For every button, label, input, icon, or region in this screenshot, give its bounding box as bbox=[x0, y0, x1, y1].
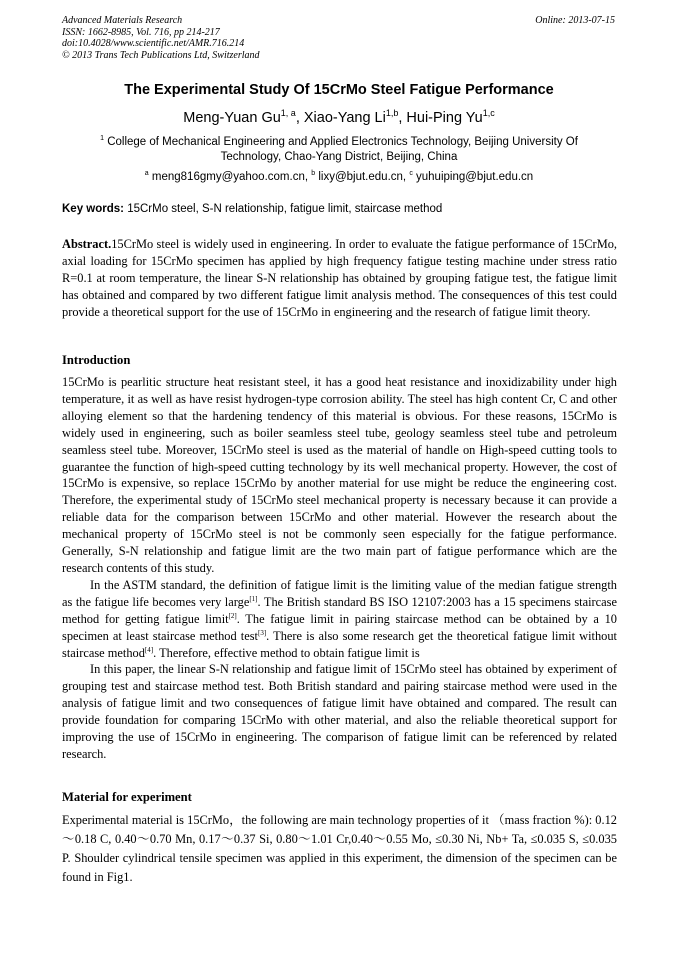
journal-name: Advanced Materials Research bbox=[62, 15, 183, 26]
paper-title: The Experimental Study Of 15CrMo Steel Fatigue Performance bbox=[124, 82, 554, 98]
email-list bbox=[40, 167, 638, 184]
citation-ref: [1] bbox=[249, 594, 258, 603]
issn-line: ISSN: 1662-8985, Vol. 716, pp 214-217 bbox=[62, 26, 220, 38]
introduction-heading: Introduction bbox=[62, 353, 131, 367]
paragraph-text: . There is also some research get the theoretical fatigue limit without staircase method bbox=[62, 628, 617, 660]
paragraph-text: In the ASTM standard, the definition of fatigue limit is the limiting value of the median fatigue strength as the fatigue life becomes very large bbox=[62, 577, 617, 609]
introduction-paragraph: 15CrMo is pearlitic structure heat resistant steel, it has a good heat resistance and inoxidizability under high temperature, it as well as have resist hydrogen-type corrosion ability. The steel has high content Cr, C and other alloying element so that the hardening tendency of this material is obvious. For these reasons, 15CrMo is widely used in engineering, such as boiler seamless steel tube, geology seamless steel tube and petroleum seamless steel tube. Moreover, 15CrMo steel is used as the material of handle on High-speed cutting tools to guarantee the function of high-speed cutting technology by its well mechanical property. However, the cost of 15CrMo is expensive, so replace 15CrMo by another material for use might be reduce the engineering cost. Therefore, the experimental study of 15CrMo steel mechanical property is necessary because it can provide a reliable data for the comparison between 15CrMo and other material. However the research about the mechanical property of 15CrMo steel is not be commonly seen especially for the fatigue performance. Generally, S-N relationship and fatigue limit are the two main part of fatigue performance which are the research contents of this study. bbox=[62, 375, 617, 575]
online-date: Online: 2013-07-15 bbox=[535, 15, 615, 26]
doi-line: doi:10.4028/www.scientific.net/AMR.716.214 bbox=[62, 38, 245, 49]
email-address: yuhuiping@bjut.edu.cn bbox=[416, 170, 534, 183]
author-affiliation-mark: 1, a bbox=[280, 108, 296, 118]
keywords-text: 15CrMo steel, S-N relationship, fatigue limit, staircase method bbox=[127, 203, 443, 215]
introduction-body bbox=[62, 374, 617, 763]
journal-header bbox=[62, 15, 260, 61]
author-name: Xiao-Yang Li bbox=[303, 109, 386, 126]
keywords-label: Key words: bbox=[62, 203, 124, 215]
affiliation bbox=[70, 131, 608, 166]
paragraph-text: . Therefore, effective method to obtain fatigue limit is bbox=[153, 645, 420, 660]
email-address: meng816gmy@yahoo.com.cn, bbox=[151, 170, 309, 183]
citation-ref: [3] bbox=[258, 628, 267, 637]
introduction-paragraph: In this paper, the linear S-N relationship and fatigue limit of 15CrMo steel has obtained by experiment of grouping test and staircase method test. Both British standard and pairing staircase method were used in the analysis of fatigue limit and two consequences of fatigue limit have obtained and compared. The result can provide foundation for comparing 15CrMo with other material, and also the reliable theoretical support for improving the use of 15CrMo in engineering. The comparison of fatigue limit can be referenced by related research. bbox=[62, 662, 617, 761]
abstract-text: 15CrMo steel is widely used in engineering. In order to evaluate the fatigue performance of 15CrMo, axial loading for 15CrMo specimen has applied by high frequency fatigue testing machine under stress ratio R=0.1 at room temperature, the linear S-N relationship has obtained by grouping fatigue test, the fatigue limit has obtained and compared by two different fatigue limit analysis method. The consequences of this test could provide a theoretical support for the use of 15CrMo in engineering and the research of fatigue limit theory. bbox=[62, 237, 617, 319]
affiliation-line: Technology, Chao-Yang District, Beijing, China bbox=[220, 151, 458, 164]
email-mark: c bbox=[409, 170, 413, 177]
affiliation-line: College of Mechanical Engineering and Applied Electronics Technology, Beijing University Of bbox=[107, 135, 578, 148]
citation-ref: [4] bbox=[144, 645, 154, 654]
citation-ref: [2] bbox=[228, 611, 237, 620]
affiliation-mark: 1 bbox=[100, 135, 104, 142]
author-list: Meng-Yuan Gu$^{1, a}$, Xiao-Yang Li$^{1,b}$, Hui-Ping Yu$^{1,c}$ bbox=[183, 108, 495, 126]
email-mark: a bbox=[144, 170, 149, 177]
introduction-paragraph bbox=[62, 577, 617, 662]
author-name: Meng-Yuan Gu bbox=[183, 109, 281, 126]
keywords bbox=[62, 202, 618, 216]
abstract-label: Abstract. bbox=[62, 237, 112, 251]
paragraph-text: . The British standard BS ISO 12107:2003 has a 15 specimens staircase method for getting fatigue limit bbox=[62, 594, 617, 626]
paragraph-text: . The fatigue limit in pairing staircase method can be obtained by a 10 specimen at least staircase method test bbox=[62, 611, 617, 643]
author-affiliation-mark: 1,b bbox=[385, 108, 399, 118]
author-name: Hui-Ping Yu bbox=[406, 109, 483, 126]
author-affiliation-mark: 1,c bbox=[482, 108, 495, 118]
copyright-line: © 2013 Trans Tech Publications Ltd, Switzerland bbox=[62, 49, 260, 61]
material-body: Experimental material is 15CrMo，the following are main technology properties of it （mass fraction %): 0.12～0.18 C, 0.40～0.70 Mn, 0.17～0.37 Si, 0.80～1.01 Cr,0.40～0.55 Mo, ≤0.30 Ni, Nb+ Ta, ≤0.035 S, ≤0.035 P. Shoulder cylindrical tensile specimen was applied in this experiment, the dimension of the specimen can be found in Fig1. bbox=[62, 813, 617, 884]
email-mark: b bbox=[311, 170, 316, 177]
material-heading: Material for experiment bbox=[62, 790, 192, 804]
email-address: lixy@bjut.edu.cn, bbox=[318, 170, 407, 183]
abstract bbox=[62, 236, 617, 321]
